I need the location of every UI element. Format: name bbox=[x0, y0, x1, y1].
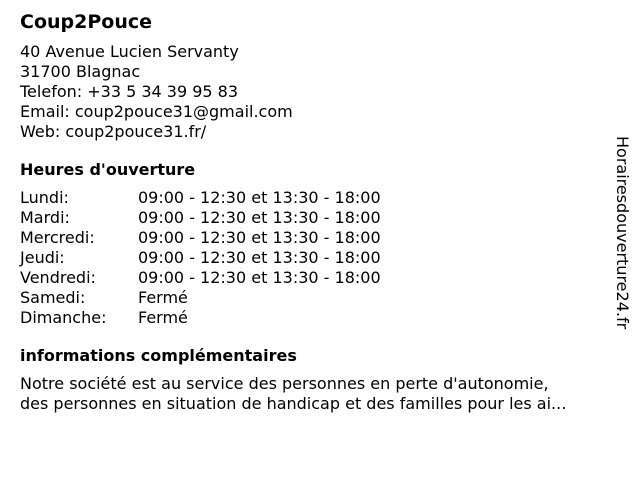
email-line: Email: coup2pouce31@gmail.com bbox=[20, 102, 293, 121]
day-label: Lundi: bbox=[20, 188, 69, 207]
site-watermark-label: Horairesdouverture24.fr bbox=[613, 136, 632, 330]
info-text-line-2: des personnes en situation de handicap et des familles pour les ai... bbox=[20, 394, 567, 413]
hours-row bbox=[20, 308, 610, 328]
day-label: Samedi: bbox=[20, 288, 86, 307]
day-label: Vendredi: bbox=[20, 268, 96, 287]
hours-row bbox=[20, 208, 610, 228]
day-hours: 09:00 - 12:30 et 13:30 - 18:00 bbox=[138, 228, 381, 247]
hours-row bbox=[20, 268, 610, 288]
hours-row bbox=[20, 288, 610, 308]
day-hours: 09:00 - 12:30 et 13:30 - 18:00 bbox=[138, 208, 381, 227]
hours-row bbox=[20, 188, 610, 208]
info-text-line-1: Notre société est au service des personnes en perte d'autonomie, bbox=[20, 374, 549, 393]
day-hours: 09:00 - 12:30 et 13:30 - 18:00 bbox=[138, 188, 381, 207]
web-line: Web: coup2pouce31.fr/ bbox=[20, 122, 207, 141]
day-hours: Fermé bbox=[138, 308, 188, 327]
contact-block bbox=[20, 42, 610, 142]
address-line-1: 40 Avenue Lucien Servanty bbox=[20, 42, 239, 61]
day-label: Dimanche: bbox=[20, 308, 107, 327]
day-label: Jeudi: bbox=[20, 248, 65, 267]
business-name: Coup2Pouce bbox=[20, 11, 152, 33]
hours-row bbox=[20, 228, 610, 248]
hours-row bbox=[20, 248, 610, 268]
info-title: informations complémentaires bbox=[20, 346, 297, 365]
day-label: Mercredi: bbox=[20, 228, 95, 247]
day-hours: Fermé bbox=[138, 288, 188, 307]
phone-line: Telefon: +33 5 34 39 95 83 bbox=[20, 82, 239, 101]
business-card bbox=[20, 10, 610, 414]
additional-info bbox=[20, 346, 610, 414]
opening-hours bbox=[20, 160, 610, 328]
hours-title: Heures d'ouverture bbox=[20, 160, 196, 179]
day-label: Mardi: bbox=[20, 208, 70, 227]
day-hours: 09:00 - 12:30 et 13:30 - 18:00 bbox=[138, 268, 381, 287]
address-line-2: 31700 Blagnac bbox=[20, 62, 141, 81]
day-hours: 09:00 - 12:30 et 13:30 - 18:00 bbox=[138, 248, 381, 267]
